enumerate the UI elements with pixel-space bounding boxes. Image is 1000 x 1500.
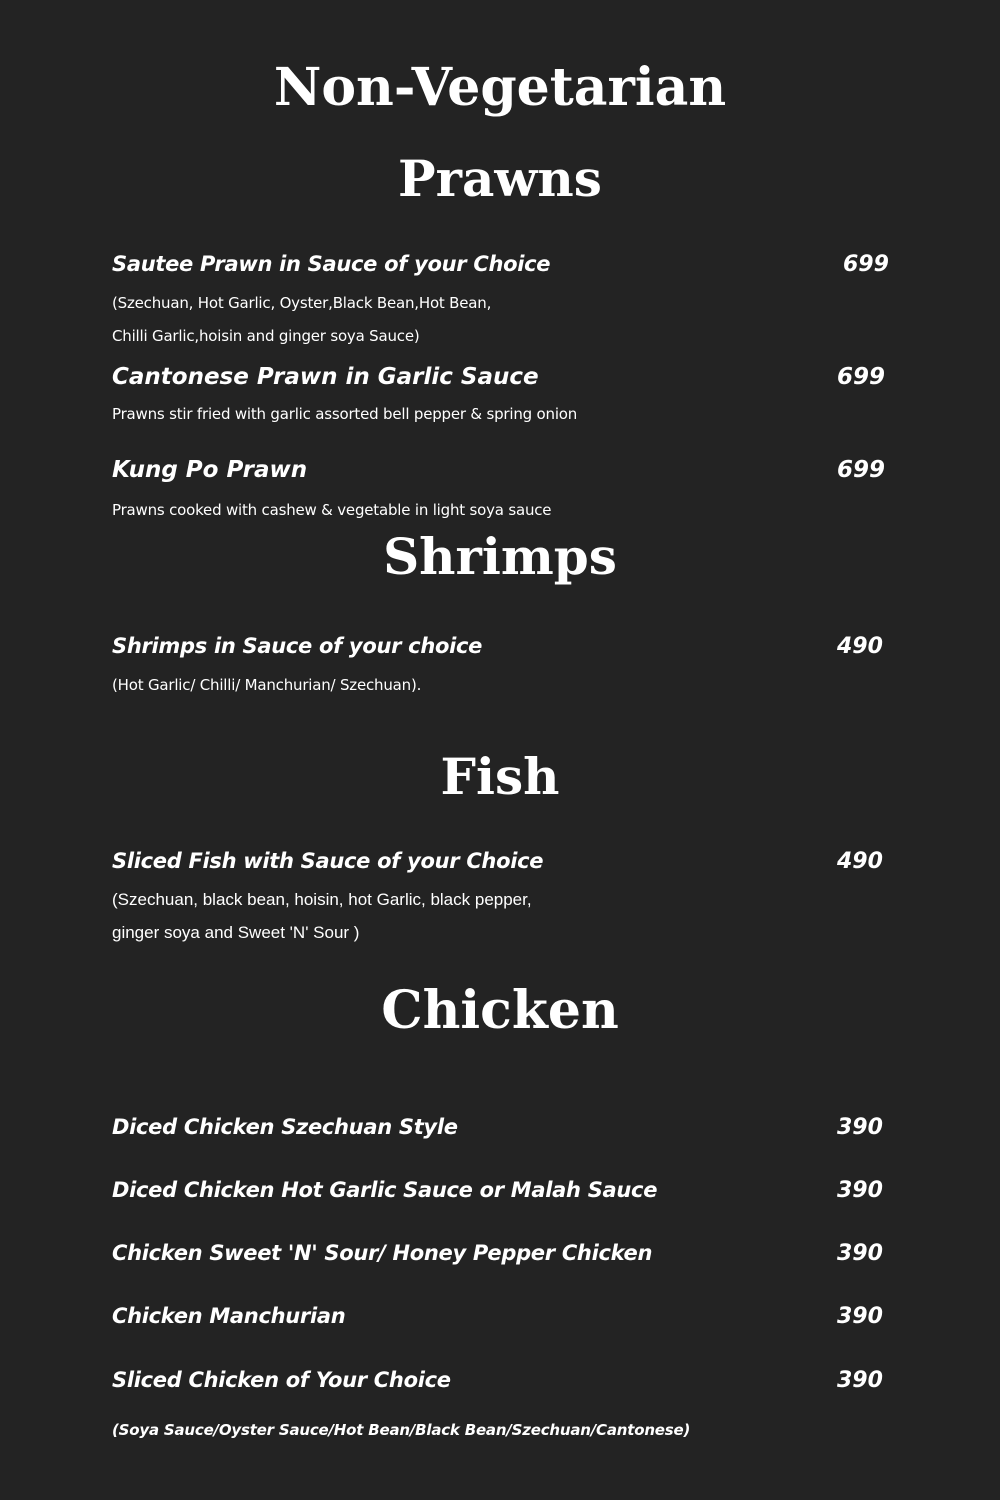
menu-item-name: Cantonese Prawn in Garlic Sauce bbox=[112, 364, 539, 390]
menu-item-name: Sliced Chicken of Your Choice bbox=[112, 1368, 451, 1392]
menu-item-price: 390 bbox=[837, 1304, 883, 1329]
section-heading-chicken: Chicken bbox=[381, 980, 619, 1041]
menu-item-price: 390 bbox=[837, 1241, 883, 1266]
menu-item-name: Diced Chicken Szechuan Style bbox=[112, 1115, 458, 1139]
section-heading-prawns: Prawns bbox=[398, 149, 602, 208]
page-title: Non-Vegetarian bbox=[273, 57, 727, 118]
section-heading-fish: Fish bbox=[440, 747, 560, 806]
menu-item-price: 390 bbox=[837, 1115, 883, 1140]
section-heading-shrimps: Shrimps bbox=[383, 527, 617, 586]
menu-item-name: Sautee Prawn in Sauce of your Choice bbox=[112, 252, 551, 276]
menu-item-description: Prawns stir fried with garlic assorted bell pepper & spring onion bbox=[112, 405, 578, 423]
menu-item-name: Kung Po Prawn bbox=[112, 457, 308, 483]
menu-item-price: 699 bbox=[843, 252, 889, 277]
menu-item-price: 490 bbox=[837, 849, 883, 874]
menu-item-name: Chicken Manchurian bbox=[112, 1304, 346, 1328]
menu-item-description: Chilli Garlic,hoisin and ginger soya Sauce) bbox=[112, 327, 420, 345]
menu-item-description: (Szechuan, Hot Garlic, Oyster,Black Bean,Hot Bean, bbox=[112, 294, 492, 312]
menu-item-description: (Hot Garlic/ Chilli/ Manchurian/ Szechuan). bbox=[112, 676, 422, 694]
menu-item-price: 490 bbox=[837, 634, 883, 659]
menu-item-name: Shrimps in Sauce of your choice bbox=[112, 634, 483, 658]
menu-item-price: 699 bbox=[837, 364, 886, 390]
menu-item-description: ginger soya and Sweet 'N' Sour ) bbox=[112, 923, 360, 942]
menu-item-name: Sliced Fish with Sauce of your Choice bbox=[112, 849, 544, 873]
menu-item-name: Chicken Sweet 'N' Sour/ Honey Pepper Chicken bbox=[112, 1241, 653, 1265]
menu-item-description: (Szechuan, black bean, hoisin, hot Garlic, black pepper, bbox=[112, 890, 532, 909]
menu-item-description: Prawns cooked with cashew & vegetable in light soya sauce bbox=[112, 501, 552, 519]
menu-item-price: 390 bbox=[837, 1368, 883, 1393]
menu-item-description: (Soya Sauce/Oyster Sauce/Hot Bean/Black Bean/Szechuan/Cantonese) bbox=[112, 1421, 691, 1439]
menu-item-price: 699 bbox=[837, 457, 886, 483]
menu-item-price: 390 bbox=[837, 1178, 883, 1203]
menu-item-name: Diced Chicken Hot Garlic Sauce or Malah Sauce bbox=[112, 1178, 658, 1202]
